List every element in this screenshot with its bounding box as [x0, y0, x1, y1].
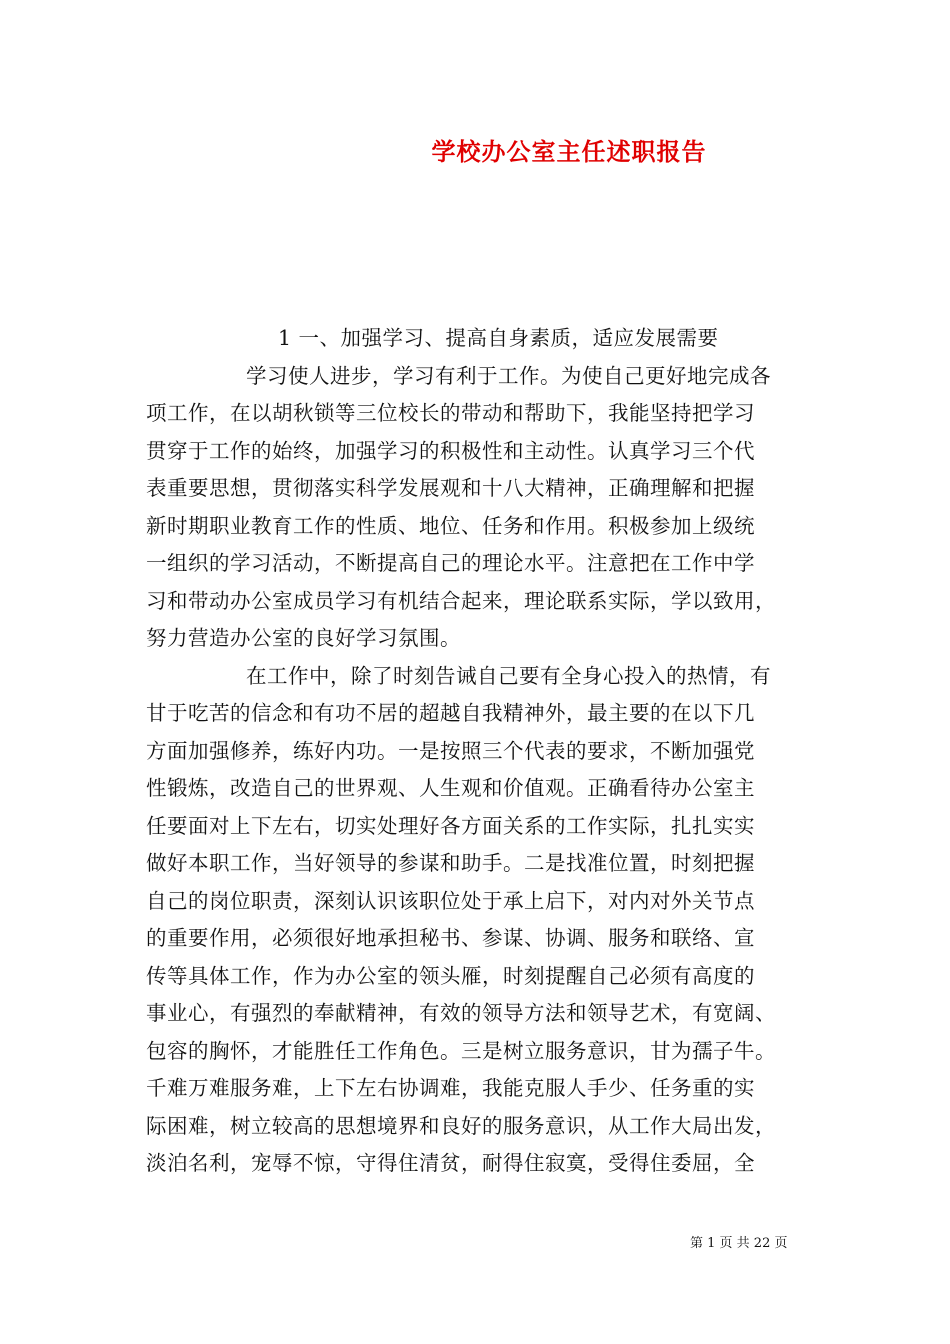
paragraph-line: 在工作中，除了时刻告诫自己要有全身心投入的热情，有 — [246, 663, 771, 688]
paragraph-line: 表重要思想，贯彻落实科学发展观和十八大精神，正确理解和把握 — [146, 476, 755, 500]
paragraph-line: 习和带动办公室成员学习有机结合起来，理论联系实际，学以致用， — [146, 588, 776, 613]
document-body — [146, 320, 822, 1183]
document-title: 学校办公室主任述职报告 — [431, 137, 707, 166]
paragraph-line: 新时期职业教育工作的性质、地位、任务和作用。积极参加上级统 — [146, 513, 755, 538]
paragraph-line: 自己的岗位职责，深刻认识该职位处于承上启下，对内对外关节点 — [146, 888, 755, 913]
paragraph-line: 方面加强修养，练好内功。一是按照三个代表的要求，不断加强党 — [146, 738, 755, 763]
paragraph-line: 学习使人进步，学习有利于工作。为使自己更好地完成各 — [246, 363, 771, 388]
paragraph-line: 的重要作用，必须很好地承担秘书、参谋、协调、服务和联络、宣 — [146, 926, 755, 950]
paragraph-line: 千难万难服务难，上下左右协调难，我能克服人手少、任务重的实 — [146, 1076, 755, 1100]
paragraph-line: 淡泊名利，宠辱不惊，守得住清贫，耐得住寂寞，受得住委屈，全 — [146, 1151, 755, 1175]
paragraph-line: 事业心，有强烈的奉献精神，有效的领导方法和领导艺术，有宽阔、 — [146, 1001, 776, 1025]
paragraph-line: 传等具体工作，作为办公室的领头雁，时刻提醒自己必须有高度的 — [146, 963, 755, 988]
paragraph-line: 做好本职工作，当好领导的参谋和助手。二是找准位置，时刻把握 — [146, 851, 755, 875]
page-number: 第 1 页 共 22 页 — [690, 1236, 788, 1251]
paragraph-line: 一组织的学习活动，不断提高自己的理论水平。注意把在工作中学 — [146, 551, 755, 575]
paragraph-line: 任要面对上下左右，切实处理好各方面关系的工作实际，扎扎实实 — [146, 813, 755, 838]
paragraph-line: 努力营造办公室的良好学习氛围。 — [146, 626, 461, 650]
paragraph-line: 贯穿于工作的始终，加强学习的积极性和主动性。认真学习三个代 — [146, 438, 755, 463]
paragraph-line: 际困难，树立较高的思想境界和良好的服务意识，从工作大局出发， — [146, 1113, 776, 1138]
paragraph-line: 包容的胸怀，才能胜任工作角色。三是树立服务意识，甘为孺子牛。 — [146, 1038, 776, 1063]
paragraph-line: 项工作，在以胡秋锁等三位校长的带动和帮助下，我能坚持把学习 — [146, 401, 755, 425]
paragraph-line: 性锻炼，改造自己的世界观、人生观和价值观。正确看待办公室主 — [146, 776, 755, 800]
paragraph-line: 甘于吃苦的信念和有功不居的超越自我精神外，最主要的在以下几 — [146, 701, 755, 725]
section-heading: 1 一、加强学习、提高自身素质，适应发展需要 — [278, 326, 719, 350]
